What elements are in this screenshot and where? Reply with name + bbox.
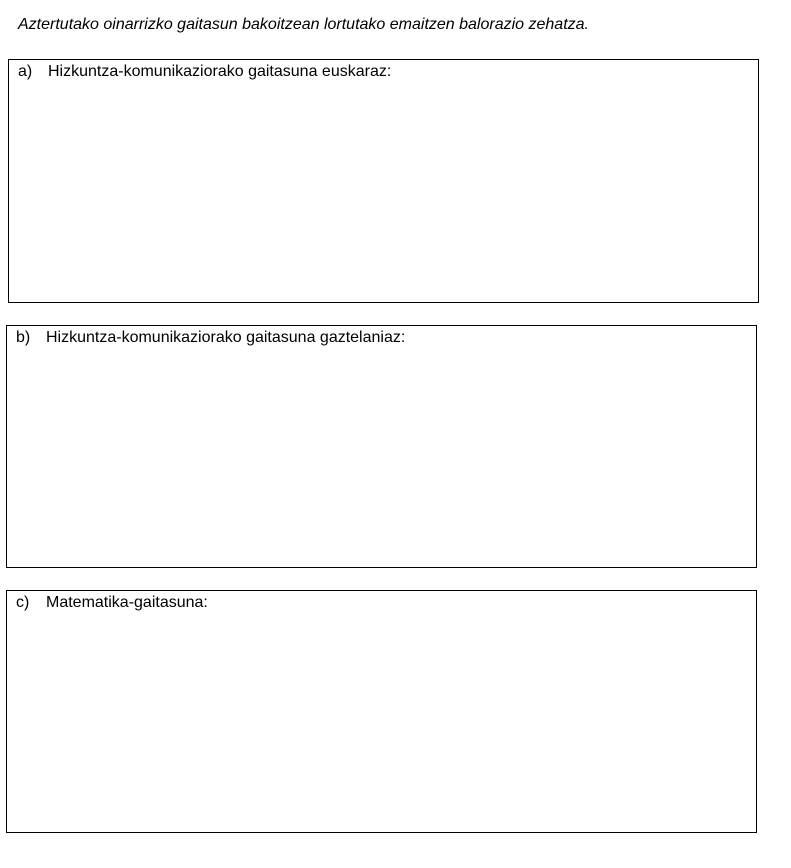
section-heading	[18, 62, 391, 82]
section-letter: b)	[16, 329, 31, 346]
section-box-matematika	[6, 590, 757, 833]
instruction-text: Aztertutako oinarrizko gaitasun bakoitzean lortutako emaitzen balorazio zehatza.	[18, 16, 589, 33]
section-box-euskara	[8, 59, 759, 303]
answer-area-gaztelania[interactable]	[16, 352, 747, 559]
section-label: Hizkuntza-komunikaziorako gaitasuna euskaraz:	[48, 63, 392, 80]
section-label: Matematika-gaitasuna:	[46, 594, 208, 611]
section-heading	[16, 593, 208, 613]
answer-area-euskara[interactable]	[18, 86, 749, 294]
section-letter: c)	[16, 594, 30, 611]
section-box-gaztelania	[6, 325, 757, 568]
answer-area-matematika[interactable]	[16, 617, 747, 824]
section-heading	[16, 328, 405, 348]
section-label: Hizkuntza-komunikaziorako gaitasuna gaztelaniaz:	[46, 329, 406, 346]
section-letter: a)	[18, 63, 33, 80]
